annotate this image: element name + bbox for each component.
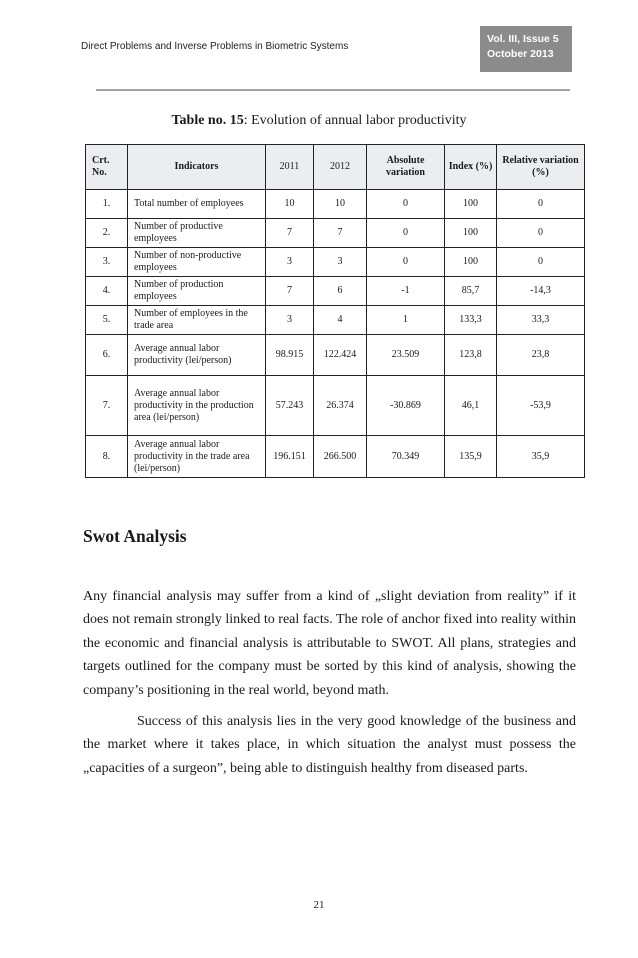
- row-value-2012: 266.500: [314, 436, 367, 478]
- row-value-2011: 3: [266, 306, 314, 335]
- header-crt-no: Crt. No.: [86, 145, 128, 190]
- row-index: 100: [445, 219, 497, 248]
- row-relative-variation: 23,8: [497, 335, 585, 376]
- row-indicator: Number of non-productive employees: [128, 248, 266, 277]
- issue-volume: Vol. III, Issue 5: [487, 33, 559, 45]
- page-number: 21: [313, 899, 325, 911]
- header-absolute-variation: Absolute variation: [367, 145, 445, 190]
- paragraph-2: Success of this analysis lies in the very good knowledge of the business and the market where it takes place, in which situation the analyst must possess the „capacities of a surgeon”, being able to distinguish healthy from diseased parts.: [83, 714, 576, 776]
- row-value-2012: 26.374: [314, 376, 367, 436]
- row-value-2012: 7: [314, 219, 367, 248]
- row-index: 100: [445, 190, 497, 219]
- row-number: 2.: [86, 219, 128, 248]
- row-relative-variation: 0: [497, 248, 585, 277]
- table-row: [86, 436, 585, 478]
- row-number: 5.: [86, 306, 128, 335]
- row-index: 133,3: [445, 306, 497, 335]
- table-row: [86, 219, 585, 248]
- row-value-2011: 57.243: [266, 376, 314, 436]
- row-value-2011: 7: [266, 277, 314, 306]
- row-indicator: Average annual labor productivity in the production area (lei/person): [128, 376, 266, 436]
- table-row: [86, 248, 585, 277]
- row-indicator: Number of employees in the trade area: [128, 306, 266, 335]
- table-caption: [0, 113, 638, 129]
- row-absolute-variation: -30.869: [367, 376, 445, 436]
- row-index: 123,8: [445, 335, 497, 376]
- table-row: [86, 376, 585, 436]
- row-number: 3.: [86, 248, 128, 277]
- table-caption-label: Table no. 15: [171, 113, 244, 128]
- row-relative-variation: -14,3: [497, 277, 585, 306]
- header-2011: 2011: [266, 145, 314, 190]
- row-relative-variation: -53,9: [497, 376, 585, 436]
- row-value-2011: 196.151: [266, 436, 314, 478]
- row-number: 8.: [86, 436, 128, 478]
- issue-date: October 2013: [487, 48, 554, 60]
- row-index: 135,9: [445, 436, 497, 478]
- header-2012: 2012: [314, 145, 367, 190]
- row-value-2011: 10: [266, 190, 314, 219]
- row-value-2012: 122.424: [314, 335, 367, 376]
- row-indicator: Average annual labor productivity (lei/person): [128, 335, 266, 376]
- row-absolute-variation: 0: [367, 190, 445, 219]
- row-value-2011: 98.915: [266, 335, 314, 376]
- paragraph-1: Any financial analysis may suffer from a kind of „slight deviation from reality” if it does not remain strongly linked to real facts. The role of anchor fixed into reality within the economic and financial analysis is attributable to SWOT. All plans, strategies and targets outlined for the company must be sorted by this kind of analysis, showing the company’s positioning in the real world, beyond math.: [83, 589, 576, 698]
- row-indicator: Total number of employees: [128, 190, 266, 219]
- row-relative-variation: 0: [497, 190, 585, 219]
- row-index: 46,1: [445, 376, 497, 436]
- row-absolute-variation: 0: [367, 248, 445, 277]
- row-index: 100: [445, 248, 497, 277]
- journal-name: Direct Problems and Inverse Problems in Biometric Systems: [81, 41, 349, 52]
- row-number: 6.: [86, 335, 128, 376]
- row-absolute-variation: -1: [367, 277, 445, 306]
- row-absolute-variation: 0: [367, 219, 445, 248]
- row-absolute-variation: 23.509: [367, 335, 445, 376]
- row-indicator: Average annual labor productivity in the trade area (lei/person): [128, 436, 266, 478]
- row-relative-variation: 0: [497, 219, 585, 248]
- row-value-2012: 6: [314, 277, 367, 306]
- row-value-2011: 3: [266, 248, 314, 277]
- table-header-row: [86, 145, 585, 190]
- row-relative-variation: 35,9: [497, 436, 585, 478]
- header-divider: [96, 89, 570, 91]
- productivity-table: [85, 144, 585, 478]
- row-value-2011: 7: [266, 219, 314, 248]
- header-index: Index (%): [445, 145, 497, 190]
- row-indicator: Number of production employees: [128, 277, 266, 306]
- row-indicator: Number of productive employees: [128, 219, 266, 248]
- row-number: 7.: [86, 376, 128, 436]
- issue-badge: [480, 26, 572, 72]
- table-row: [86, 277, 585, 306]
- row-relative-variation: 33,3: [497, 306, 585, 335]
- row-number: 1.: [86, 190, 128, 219]
- row-absolute-variation: 70.349: [367, 436, 445, 478]
- row-absolute-variation: 1: [367, 306, 445, 335]
- header-relative-variation: Relative variation (%): [497, 145, 585, 190]
- row-value-2012: 3: [314, 248, 367, 277]
- row-value-2012: 4: [314, 306, 367, 335]
- row-value-2012: 10: [314, 190, 367, 219]
- header-indicators: Indicators: [128, 145, 266, 190]
- table-row: [86, 190, 585, 219]
- table-row: [86, 306, 585, 335]
- row-number: 4.: [86, 277, 128, 306]
- row-index: 85,7: [445, 277, 497, 306]
- section-title: Swot Analysis: [83, 526, 187, 546]
- table-caption-text: : Evolution of annual labor productivity: [243, 113, 467, 128]
- table-row: [86, 335, 585, 376]
